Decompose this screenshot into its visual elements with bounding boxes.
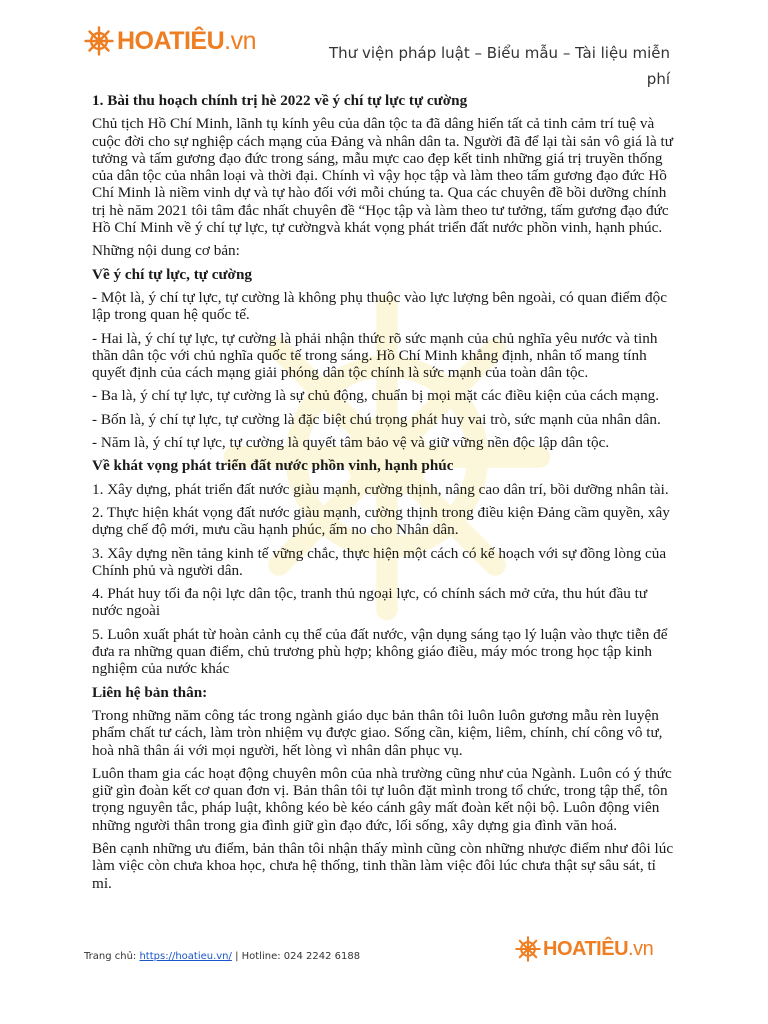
home-link[interactable]: https://hoatieu.vn/ xyxy=(139,951,232,962)
list-item: 5. Luôn xuất phát từ hoàn cảnh cụ thể của đất nước, vận dụng sáng tạo lý luận vào thực tiễn để đưa ra những quan điểm, chủ trương phù hợp; không giáo điều, máy móc trong học tập kinh nghiệm của nước khác xyxy=(92,625,668,678)
basics-label: Những nội dung cơ bản: xyxy=(92,242,240,260)
list-item: 2. Thực hiện khát vọng đất nước giàu mạnh, cường thịnh trong điều kiện Đảng cầm quyền, xây dựng chế độ mới, mưu cầu hạnh phúc, ấm no cho Nhân dân. xyxy=(92,503,670,539)
section-heading-aspiration: Về khát vọng phát triển đất nước phồn vinh, hạnh phúc xyxy=(92,457,454,475)
page-header xyxy=(0,0,768,92)
list-item: - Năm là, ý chí tự lực, tự cường là quyết tâm bảo vệ và giữ vững nền độc lập dân tộc. xyxy=(92,434,610,452)
logo-text: HOATIÊU.vn xyxy=(543,937,654,960)
home-label: Trang chủ: xyxy=(84,951,140,962)
section-heading-self-reliance: Về ý chí tự lực, tự cường xyxy=(92,265,253,283)
list-item: - Hai là, ý chí tự lực, tự cường là phải nhận thức rõ sức mạnh của chủ nghĩa yêu nước và tinh thần dân tộc với chủ nghĩa quốc tế trong sáng. Hồ Chí Minh khẳng định, nhân tố mang tính quyết định của cách mạng giải phóng dân tộc chính là sức mạnh của toàn dân tộc. xyxy=(92,329,658,382)
list-item: 4. Phát huy tối đa nội lực dân tộc, tranh thủ ngoại lực, có chính sách mở cửa, thu hút đầu tư nước ngoài xyxy=(92,585,648,620)
list-item: - Một là, ý chí tự lực, tự cường là không phụ thuộc vào lực lượng bên ngoài, có quan điểm độc lập trong quan hệ quốc tế. xyxy=(92,288,667,324)
list-item: 1. Xây dựng, phát triển đất nước giàu mạnh, cường thịnh, nâng cao dân trí, bồi dưỡng nhân tài. xyxy=(92,480,669,498)
logo-text: HOATIÊU.vn xyxy=(117,26,257,55)
section-heading-self-connection: Liên hệ bản thân: xyxy=(92,683,208,701)
ship-wheel-icon xyxy=(515,936,541,962)
body-paragraph: Luôn tham gia các hoạt động chuyên môn của nhà trường cũng như của Ngành. Luôn có ý thức giữ gìn đoàn kết cơ quan đơn vị. Bản thân tôi tự luôn đặt mình trong tổ chức, trong tập thể, tôn trọng nguyên tắc, pháp luật, không kéo bè kéo cánh gây mất đoàn kết nội bộ. Luôn động viên những người thân trong gia đình giữ gìn đạo đức, lối sống, xây dựng gia đình văn hoá. xyxy=(92,764,672,834)
site-tagline: Thư viện pháp luật – Biểu mẫu – Tài liệu miễn phí xyxy=(329,44,670,88)
hoatieu-logo-footer[interactable] xyxy=(515,936,653,962)
list-item: - Bốn là, ý chí tự lực, tự cường là đặc biệt chú trọng phát huy vai trò, sức mạnh của nhân dân. xyxy=(92,410,661,428)
hotline-text: | Hotline: 024 2242 6188 xyxy=(231,951,361,962)
ship-wheel-icon xyxy=(84,26,114,56)
page-footer xyxy=(84,951,360,962)
document-title: 1. Bài thu hoạch chính trị hè 2022 về ý chí tự lực tự cường xyxy=(92,92,468,109)
hoatieu-logo[interactable] xyxy=(84,26,256,56)
intro-paragraph: Chủ tịch Hồ Chí Minh, lãnh tụ kính yêu của dân tộc ta đã dâng hiến tất cả tinh cảm trí tuệ và cuộc đời cho sự nghiệp cách mạng của Đảng và nhân dân ta. Người đã để lại tài sản vô giá là tư tưởng và tấm gương đạo đức trong sáng, mẫu mực cao đẹp kết tinh những giá trị truyền thống của dân tộc của nhân loại và thời đại. Chính vì vậy học tập và làm theo tấm gương đạo đức Hồ Chí Minh là niềm vinh dự và tự hào đối với mỗi chúng ta. Qua các chuyên đề bồi dưỡng chính trị hè năm 2021 tôi tâm đắc nhất chuyên đề “Học tập và làm theo tư tưởng, tấm gương đạo đức Hồ Chí Minh về ý chí tự lực, tự cườngvà khát vọng phát triển đất nước phồn vinh, hạnh phúc. xyxy=(92,115,673,237)
body-paragraph: Bên cạnh những ưu điểm, bản thân tôi nhận thấy mình cũng còn những nhược điểm như đôi lúc làm việc còn chưa khoa học, chưa hệ thống, tinh thần làm việc đôi lúc chưa thật sự sâu sát, tỉ mỉ. xyxy=(92,839,674,892)
body-paragraph: Trong những năm công tác trong ngành giáo dục bản thân tôi luôn luôn gương mẫu rèn luyện phẩm chất tư cách, làm tròn nhiệm vụ được giao. Sống cần, kiệm, liêm, chính, chí công vô tư, hoà nhã thân ái với mọi người, hết lòng vì nhân dân phục vụ. xyxy=(92,706,663,759)
list-item: 3. Xây dựng nền tảng kinh tế vững chắc, thực hiện một cách có kế hoạch với sự đồng lòng của Chính phủ và người dân. xyxy=(92,544,667,579)
document-body xyxy=(92,92,674,898)
list-item: - Ba là, ý chí tự lực, tự cường là sự chủ động, chuẩn bị mọi mặt các điều kiện của cách mạng. xyxy=(92,387,660,405)
